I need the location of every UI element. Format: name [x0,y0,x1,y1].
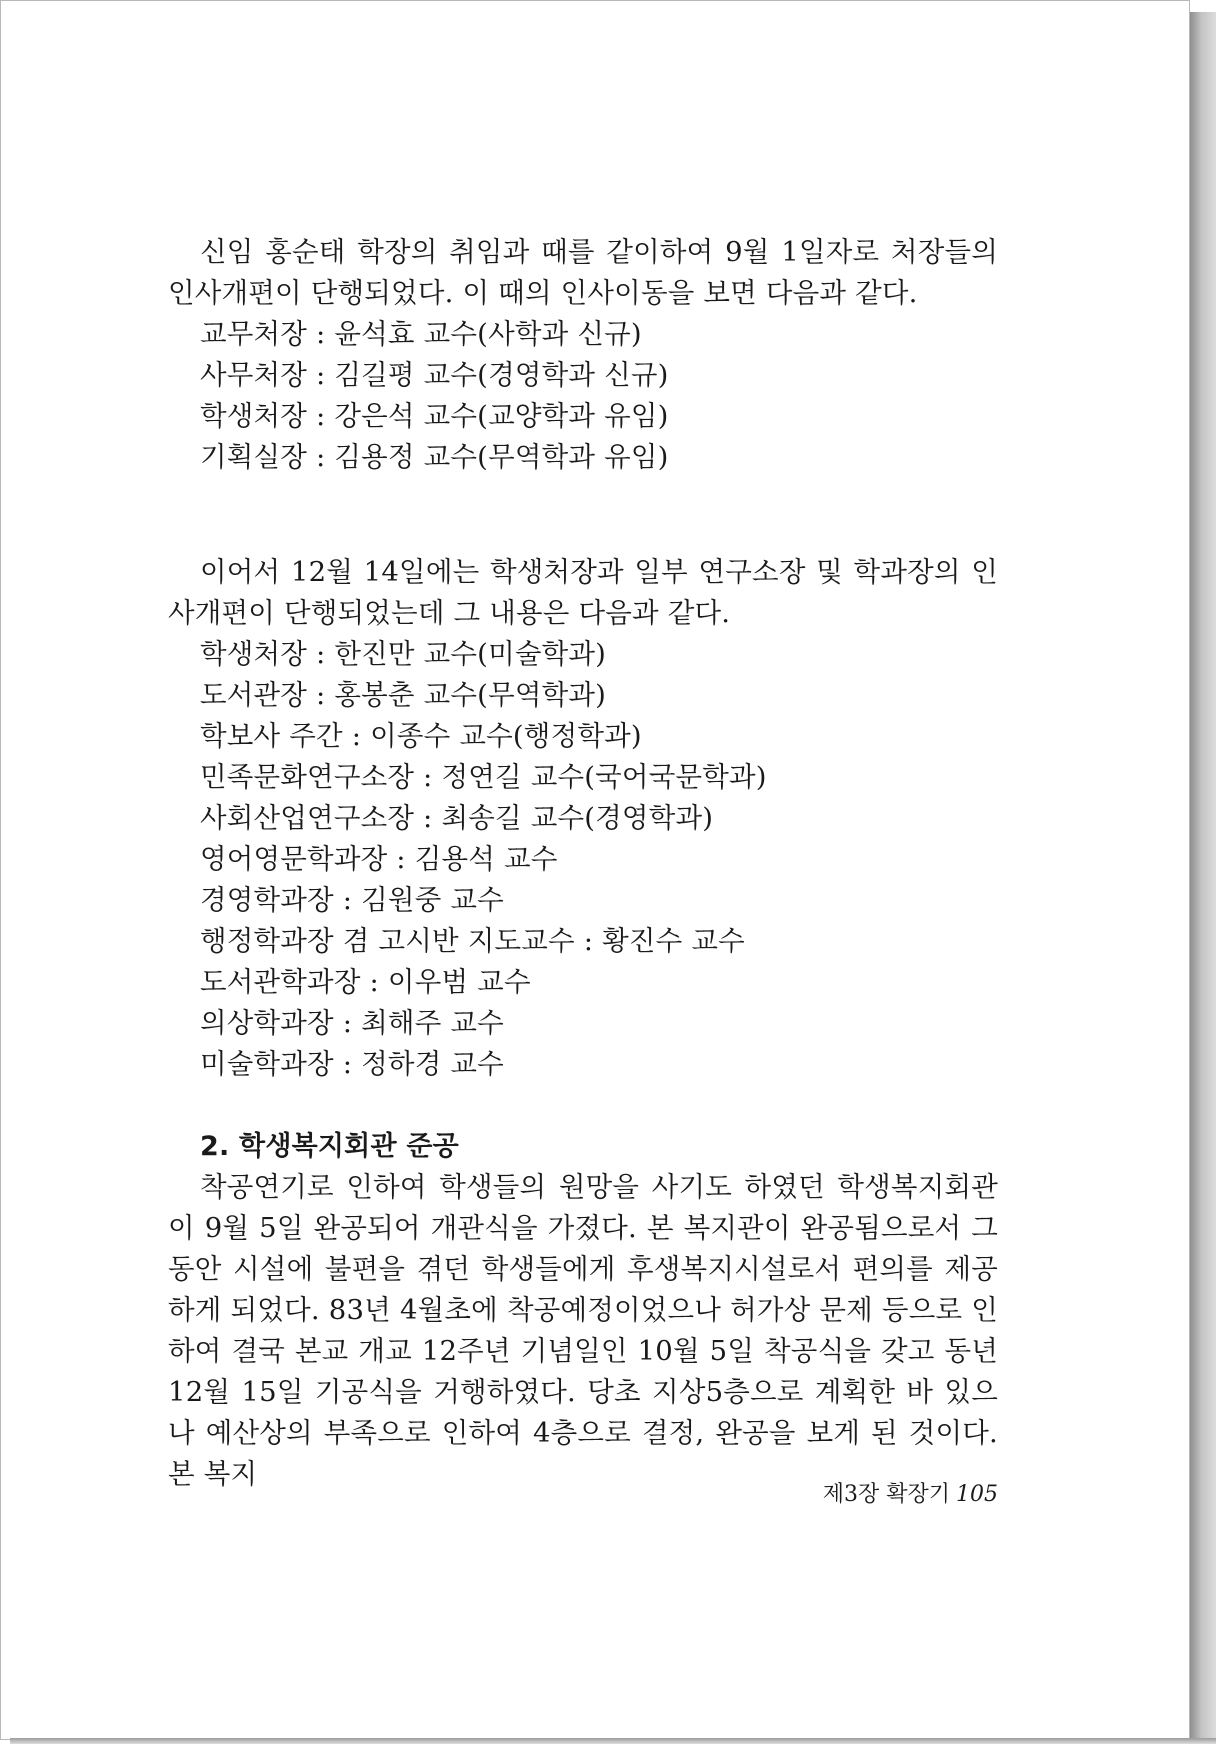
list-item: 사무처장 : 김길평 교수(경영학과 신규) [200,359,669,391]
list-item: 교무처장 : 윤석효 교수(사학과 신규) [200,318,642,350]
paragraph-intro-1: 신임 홍순태 학장의 취임과 때를 같이하여 9월 1일자로 처장들의 인사개편이 단행되었다. 이 때의 인사이동을 보면 다음과 같다. [168,236,998,309]
section-welfare-hall [168,1110,998,1495]
paragraph-welfare-hall: 착공연기로 인하여 학생들의 원망을 사기도 하였던 학생복지회관이 9월 5일 완공되어 개관식을 가졌다. 본 복지관이 완공됨으로서 그동안 시설에 불편을 겪던 학생들에게 후생복지시설로서 편의를 제공하게 되었다. 83년 4월초에 착공예정이었으나 허가상 문제 등으로 인하여 결국 본교 개교 12주년 기념일인 10월 5일 착공식을 갖고 동년 12월 15일 기공식을 거행하였다. 당초 지상5층으로 계획한 바 있으나 예산상의 부족으로 인하여 4층으로 결정, 완공을 보게 된 것이다. 본 복지 [168,1171,998,1490]
list-item: 사회산업연구소장 : 최송길 교수(경영학과) [200,802,714,834]
list-item: 학생처장 : 한진만 교수(미술학과) [200,638,607,670]
page-footer [500,1480,998,1510]
list-item: 학보사 주간 : 이종수 교수(행정학과) [200,720,642,752]
list-item: 경영학과장 : 김원중 교수 [200,884,504,916]
list-item: 도서관학과장 : 이우범 교수 [200,966,531,998]
section-personnel-dec [168,552,998,1085]
section-personnel-sept [168,232,998,478]
list-item: 도서관장 : 홍봉춘 교수(무역학과) [200,679,607,711]
list-item: 미술학과장 : 정하경 교수 [200,1048,504,1080]
page-edge-shadow [1190,12,1216,1742]
list-item: 행정학과장 겸 고시반 지도교수 : 황진수 교수 [200,925,745,957]
list-item: 의상학과장 : 최해주 교수 [200,1007,504,1039]
chapter-title: 제3장 확장기 [822,1482,950,1507]
list-item: 학생처장 : 강은석 교수(교양학과 유임) [200,400,669,432]
page-number: 105 [956,1482,998,1507]
paragraph-intro-2: 이어서 12월 14일에는 학생처장과 일부 연구소장 및 학과장의 인사개편이 단행되었는데 그 내용은 다음과 같다. [168,556,998,629]
section-heading: 2. 학생복지회관 준공 [200,1131,459,1162]
list-item: 기획실장 : 김용정 교수(무역학과 유임) [200,441,669,473]
list-item: 영어영문학과장 : 김용석 교수 [200,843,558,875]
page-bottom-shadow [10,1738,1216,1744]
list-item: 민족문화연구소장 : 정연길 교수(국어국문학과) [200,761,767,793]
